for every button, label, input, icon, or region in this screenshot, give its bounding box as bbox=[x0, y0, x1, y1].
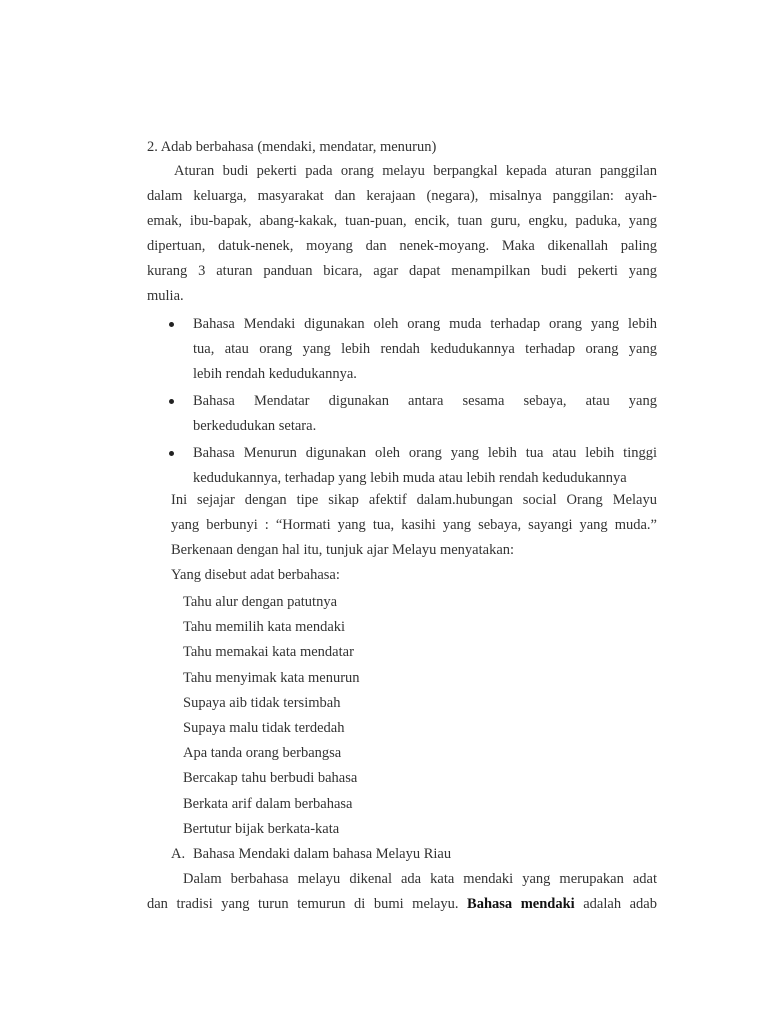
paragraph-line: Ini sejajar dengan tipe sikap afektif dalam.hubungan social Orang Melayu bbox=[171, 492, 657, 508]
bullet-icon bbox=[169, 399, 174, 404]
bullet-line: tua, atau orang yang lebih rendah kedudukannya terhadap orang yang bbox=[193, 341, 657, 357]
bullet-line: Bahasa Menurun digunakan oleh orang yang lebih tua atau lebih tinggi bbox=[193, 445, 657, 461]
bullet-line: kedudukannya, terhadap yang lebih muda atau lebih rendah kedudukannya bbox=[193, 470, 627, 486]
bullet-icon bbox=[169, 322, 174, 327]
bullet-line: berkedudukan setara. bbox=[193, 418, 317, 434]
paragraph-text: adalah adab bbox=[574, 896, 657, 912]
verse-list bbox=[183, 590, 360, 842]
paragraph-text: dan tradisi yang turun temurun di bumi melayu. bbox=[147, 896, 468, 912]
verse-line: Tahu memilih kata mendaki bbox=[183, 619, 346, 636]
bullet-line: Bahasa Mendatar digunakan antara sesama sebaya, atau yang bbox=[193, 393, 657, 409]
paragraph-line: dipertuan, datuk-nenek, moyang dan nenek-moyang. Maka dikenallah paling bbox=[147, 238, 657, 254]
bullet-item-mendatar bbox=[147, 389, 657, 439]
verse-line: Berkata arif dalam berbahasa bbox=[183, 795, 353, 812]
bullet-item-menurun bbox=[147, 441, 657, 491]
verse-line: Apa tanda orang berbangsa bbox=[183, 745, 342, 762]
paragraph-line: emak, ibu-bapak, abang-kakak, tuan-puan, encik, tuan guru, engku, paduka, yang bbox=[147, 213, 657, 229]
paragraph-line: yang berbunyi : “Hormati yang tua, kasihi yang sebaya, sayangi yang muda.” bbox=[171, 517, 657, 533]
bold-term: Bahasa mendaki bbox=[467, 896, 575, 912]
verse-line: Tahu memakai kata mendatar bbox=[183, 644, 354, 661]
verse-line: Tahu menyimak kata menurun bbox=[183, 669, 360, 686]
verse-line: Supaya malu tidak terdedah bbox=[183, 720, 345, 737]
subsection-title: Bahasa Mendaki dalam bahasa Melayu Riau bbox=[193, 846, 452, 862]
bullet-line: lebih rendah kedudukannya. bbox=[193, 366, 357, 382]
subsection-heading bbox=[171, 843, 451, 865]
paragraph-line: kurang 3 aturan panduan bicara, agar dapat menampilkan budi pekerti yang bbox=[147, 263, 657, 279]
paragraph-line: Dalam berbahasa melayu dikenal ada kata mendaki yang merupakan adat bbox=[183, 871, 657, 887]
verse-line: Supaya aib tidak tersimbah bbox=[183, 694, 341, 711]
bullet-item-mendaki bbox=[147, 312, 657, 387]
paragraph-line: Berkenaan dengan hal itu, tunjuk ajar Melayu menyatakan: bbox=[171, 542, 515, 558]
after-bullets-paragraph bbox=[171, 488, 657, 588]
paragraph-line: Yang disebut adat berbahasa: bbox=[171, 567, 340, 583]
verse-line: Bercakap tahu berbudi bahasa bbox=[183, 770, 358, 787]
paragraph-line: mulia. bbox=[147, 288, 184, 304]
subsection-label: A. bbox=[171, 846, 186, 862]
verse-line: Bertutur bijak berkata-kata bbox=[183, 820, 340, 837]
intro-paragraph bbox=[147, 159, 657, 309]
paragraph-line-mixed bbox=[147, 892, 657, 917]
paragraph-line: dalam keluarga, masyarakat dan kerajaan (negara), misalnya panggilan: ayah- bbox=[147, 188, 657, 204]
verse-line: Tahu alur dengan patutnya bbox=[183, 594, 337, 610]
section-heading: 2. Adab berbahasa (mendaki, mendatar, menurun) bbox=[147, 139, 437, 155]
bullet-icon bbox=[169, 451, 174, 456]
closing-paragraph bbox=[147, 867, 657, 917]
bullet-line: Bahasa Mendaki digunakan oleh orang muda terhadap orang yang lebih bbox=[193, 316, 657, 332]
paragraph-line: Aturan budi pekerti pada orang melayu berpangkal kepada aturan panggilan bbox=[174, 163, 657, 179]
bullet-list bbox=[147, 312, 657, 491]
